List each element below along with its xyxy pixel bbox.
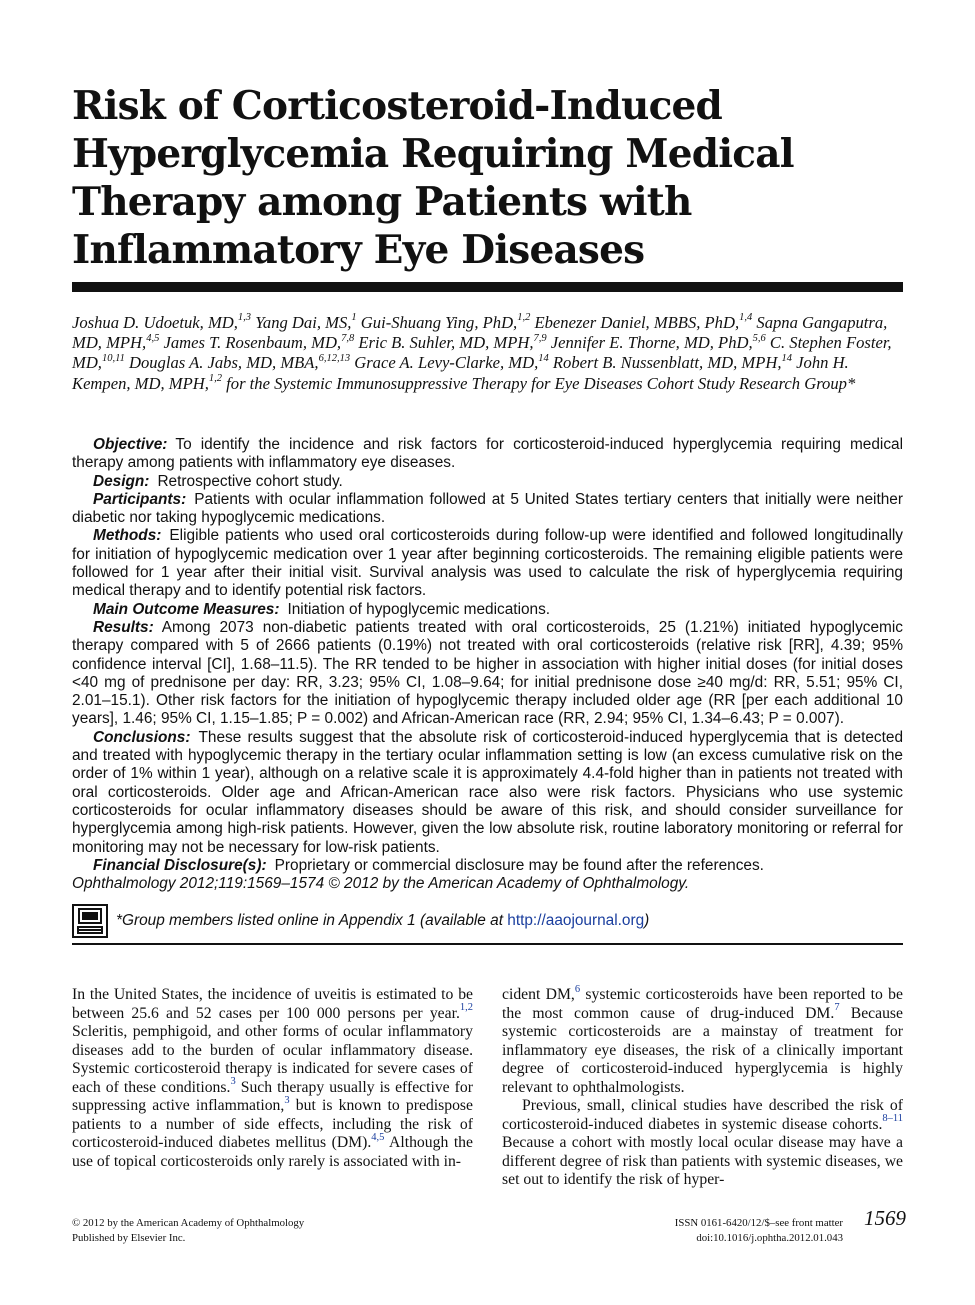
author-name: Joshua D. Udoetuk, MD, (72, 313, 238, 332)
reference-link[interactable]: 1,2 (459, 1002, 473, 1014)
body-column-left (72, 986, 473, 1171)
page-number: 1569 (864, 1206, 906, 1230)
footer-publisher: Published by Elsevier Inc. (72, 1232, 186, 1244)
design-text: Retrospective cohort study. (157, 472, 343, 490)
author-affiliation: 1,2 (517, 312, 531, 324)
abstract-results (72, 619, 903, 729)
author-name: Gui-Shuang Ying, PhD, (360, 313, 518, 332)
author-name: Robert B. Nussenblatt, MD, MPH, (552, 353, 782, 373)
footer-left (72, 1216, 304, 1246)
design-label: Design: (93, 472, 150, 490)
reference-link[interactable]: 8–11 (882, 1113, 903, 1125)
author-affiliation: 7,9 (533, 332, 547, 344)
abstract-rule (72, 943, 903, 945)
methods-text: Eligible patients who used oral corticosteroids during follow-up were identified and followed longitudinally for initiation of hypoglycemic medication over 1 year after beginning corticosteroids. The remaining eligible patients were followed for 1 year after their initial visit. Survival analysis was used to calculate the risk of hyperglycemia requiring medical therapy and to identify potential risk factors. (72, 527, 903, 600)
appendix-note-close: ) (644, 912, 650, 929)
results-text: Among 2073 non-diabetic patients treated with oral corticosteroids, 25 (1.21%) initiated hypoglycemic therapy compared with 5 of 2666 patients (0.19%) not treated with oral corticosteroids (relative risk [RR], 4.39; 95% confidence interval [CI], 1.68–11.5). The RR tended to be higher in association with higher initial doses (for initial doses <40 mg of prednisone per day: RR, 3.23; 95% CI, 1.08–9.64; for initial prednisone dose ≥40 mg/d: RR, 5.51; 95% CI, 2.01–15.1). Other risk factors for the initiation of hypoglycemic therapy included older age (RR [per each additional 10 years], 1.46; 95% CI, 1.15–1.85; P = 0.002) and African-American race (RR, 2.94; 95% CI, 1.34–6.43; P = 0.007). (72, 618, 903, 728)
reference-link[interactable]: 4,5 (371, 1131, 385, 1143)
objective-label: Objective: (93, 436, 168, 453)
footer-doi: doi:10.1016/j.ophtha.2012.01.043 (696, 1232, 843, 1244)
appendix-link[interactable]: http://aaojournal.org (507, 912, 645, 929)
footer-right (600, 1216, 843, 1246)
author-affiliation: 7,8 (341, 332, 355, 344)
author-name: Sapna Gangaputra, MD, MPH, (72, 313, 888, 353)
body-text: In the United States, the incidence of uveitis is estimated to be between 25.6 and 52 cases per 100 000 persons per year. (72, 986, 473, 1022)
reference-link[interactable]: 6 (574, 983, 581, 995)
body-text: but is known to predispose patients to a number of side effects, including the risk of corticosteroid-induced diabetes mellitus (DM). (72, 1097, 473, 1151)
body-column-right (502, 983, 903, 1190)
body-paragraph (502, 983, 903, 1097)
disclosure-label: Financial Disclosure(s): (93, 856, 267, 874)
methods-label: Methods: (93, 527, 162, 545)
conclusions-label: Conclusions: (93, 728, 191, 746)
author-affiliation: 1,4 (739, 312, 753, 324)
abstract-design (72, 473, 903, 491)
reference-link[interactable]: 3 (230, 1076, 236, 1088)
appendix-note-text (116, 912, 649, 930)
abstract-participants (72, 491, 903, 528)
abstract-methods (72, 527, 903, 600)
disclosure-text: Proprietary or commercial disclosure may be found after the references. (274, 856, 764, 874)
objective-text: To identify the incidence and risk factors for corticosteroid-induced hyperglycemia requiring medical therapy among patients with inflammatory eye diseases. (72, 436, 903, 472)
abstract-disclosure (72, 857, 903, 875)
author-name: John H. Kempen, MD, MPH, (72, 353, 849, 393)
author-affiliation: 1,2 (208, 373, 222, 385)
author-affiliation: 5,6 (752, 332, 766, 344)
conclusions-text: These results suggest that the absolute risk of corticosteroid-induced hyperglycemia that is detected and treated with hypoglycemic therapy in the tertiary ocular inflammation setting is low (an excess cumulative risk on the order of 1% within 1 year), although on a relative scale it is approximately 4.4-fold higher than in patients not treated with oral corticosteroids. Older age and African-American race also were risk factors. Physicians who use systemic corticosteroids for ocular inflammatory diseases should be aware of this risk, and should consider surveillance for hyperglycemia among high-risk patients. However, given the low absolute risk, routine laboratory monitoring or referral for monitoring may not be necessary for low-risk patients. (72, 728, 903, 856)
author-group-suffix: for the Systemic Immunosuppressive Therapy for Eye Diseases Cohort Study Research Group* (226, 373, 856, 393)
body-text: Because systemic corticosteroids are a mainstay of treatment for inflammatory eye diseases, the risk of a clinically important degree of corticosteroid-induced hyperglycemia is highly relevant to ophthalmologists. (502, 1004, 903, 1096)
reference-link[interactable]: 7 (834, 1002, 840, 1014)
author-affiliation: 1 (351, 312, 357, 324)
footer-issn: ISSN 0161-6420/12/$–see front matter (674, 1217, 843, 1229)
author-name: Eric B. Suhler, MD, MPH, (358, 333, 534, 353)
body-text: Although the use of topical corticosteroids only rarely is associated with in- (72, 1134, 473, 1170)
abstract-citation (72, 875, 903, 893)
author-affiliation: 1,3 (237, 312, 252, 324)
article-title: Risk of Corticosteroid-Induced Hyperglycemia Requiring Medical Therapy among Patients with Inflammatory Eye Diseases (72, 83, 794, 273)
author-affiliation: 10,11 (101, 352, 125, 364)
body-text: cident DM, (502, 986, 575, 1003)
body-text: Such therapy usually is effective for suppressing active inflammation, (72, 1078, 473, 1114)
body-text: Because a cohort with mostly local ocular disease may have a different degree of risk than patients with systemic diseases, we set out to identify the risk of hyper- (502, 1134, 903, 1188)
participants-text: Patients with ocular inflammation followed at 5 United States tertiary centers that initially were neither diabetic nor taking hypoglycemic medications. (72, 490, 903, 527)
author-name: Grace A. Levy-Clarke, MD, (354, 353, 539, 373)
body-paragraph (72, 986, 473, 1171)
author-affiliation: 6,12,13 (318, 352, 351, 364)
participants-label: Participants: (93, 490, 187, 508)
abstract-outcome (72, 601, 903, 619)
citation-text: Ophthalmology 2012;119:1569–1574 © 2012 by the American Academy of Ophthalmology. (72, 875, 690, 893)
abstract (72, 436, 903, 893)
author-name: James T. Rosenbaum, MD, (163, 333, 342, 353)
body-text: systemic corticosteroids have been reported to be the most common cause of drug-induced DM. (502, 986, 903, 1022)
body-paragraph (502, 1097, 903, 1190)
results-label: Results: (93, 618, 154, 636)
outcome-text: Initiation of hypoglycemic medications. (287, 600, 551, 618)
author-affiliation: 14 (781, 352, 793, 364)
appendix-note-label: *Group members listed online in Appendix 1 (available at (116, 912, 503, 929)
author-name: C. Stephen Foster, MD, (72, 333, 892, 373)
abstract-objective (72, 436, 903, 473)
body-text: Previous, small, clinical studies have described the risk of corticosteroid-induced diabetes in systemic disease cohorts. (502, 1097, 903, 1133)
computer-icon (72, 904, 108, 938)
author-name: Ebenezer Daniel, MBBS, PhD, (534, 313, 740, 332)
author-list (72, 313, 904, 394)
reference-link[interactable]: 3 (284, 1094, 290, 1106)
footer-copyright: © 2012 by the American Academy of Ophthalmology (72, 1217, 305, 1229)
outcome-label: Main Outcome Measures: (93, 600, 280, 618)
appendix-note (72, 904, 903, 940)
author-affiliation: 14 (538, 352, 549, 364)
body-text: Scleritis, pemphigoid, and other forms of ocular inflammatory diseases add to the burden of ocular inflammatory disease. Systemic corticosteroid therapy is indicated for severe cases of each of these conditions. (72, 1023, 473, 1096)
author-name: Yang Dai, MS, (255, 313, 352, 332)
author-affiliation: 4,5 (146, 332, 160, 344)
author-name: Jennifer E. Thorne, MD, PhD, (550, 333, 753, 353)
author-name: Douglas A. Jabs, MD, MBA, (128, 353, 319, 373)
abstract-conclusions (72, 729, 903, 857)
title-rule (72, 282, 903, 292)
